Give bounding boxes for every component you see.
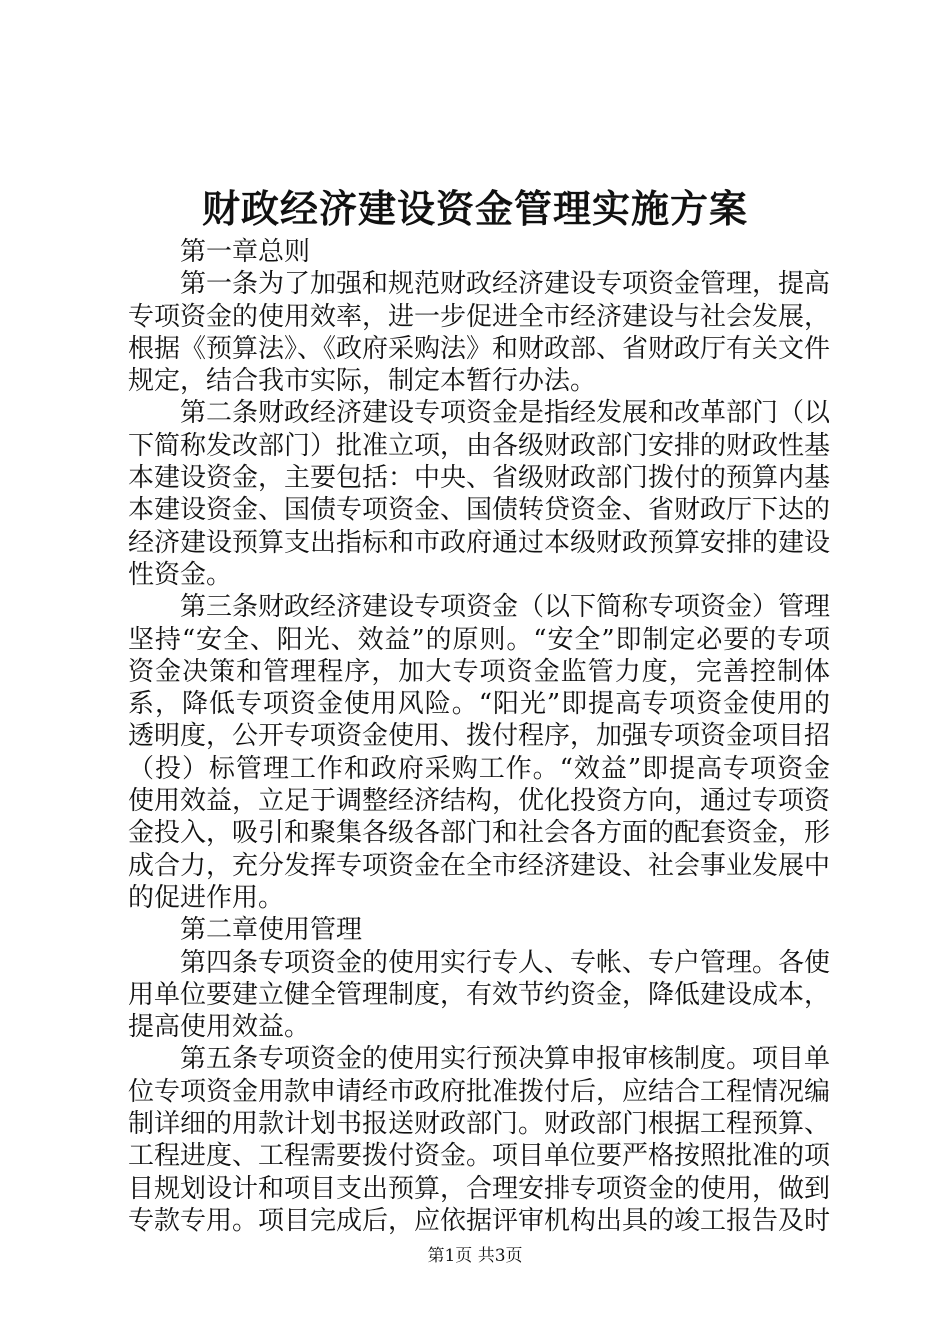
article-2-paragraph: 第二条财政经济建设专项资金是指经发展和改革部门（以下简称发改部门）批准立项，由各级财政部门安排的财政性基本建设资金，主要包括：中央、省级财政部门拨付的预算内基本建设资金、国债专项资金、国债转贷资金、省财政厅下达的经济建设预算支出指标和市政府通过本级财政预算安排的建设性资金。 bbox=[128, 398, 831, 590]
chapter-heading-2: 第二章使用管理 bbox=[180, 915, 363, 946]
document-body bbox=[128, 236, 830, 1237]
page-footer: 第1页 共3页 bbox=[427, 1246, 523, 1266]
document-title: 财政经济建设资金管理实施方案 bbox=[201, 186, 748, 231]
article-1-paragraph: 第一条为了加强和规范财政经济建设专项资金管理，提高专项资金的使用效率，进一步促进全市经济建设与社会发展，根据《预算法》、《政府采购法》和财政部、省财政厅有关文件规定，结合我市实际，制定本暂行办法。 bbox=[128, 269, 831, 397]
article-3-paragraph: 第三条财政经济建设专项资金（以下简称专项资金）管理坚持“安全、阳光、效益”的原则。“安全”即制定必要的专项资金决策和管理程序，加大专项资金监管力度，完善控制体系，降低专项资金使用风险。“阳光”即提高专项资金使用的透明度，公开专项资金使用、拨付程序，加强专项资金项目招（投）标管理工作和政府采购工作。“效益”即提高专项资金使用效益，立足于调整经济结构，优化投资方向，通过专项资金投入，吸引和聚集各级各部门和社会各方面的配套资金，形成合力，充分发挥专项资金在全市经济建设、社会事业发展中的促进作用。 bbox=[128, 592, 831, 913]
article-4-paragraph: 第四条专项资金的使用实行专人、专帐、专户管理。各使用单位要建立健全管理制度，有效节约资金，降低建设成本，提高使用效益。 bbox=[128, 947, 831, 1043]
chapter-heading-1: 第一章总则 bbox=[180, 237, 311, 267]
article-5-paragraph: 第五条专项资金的使用实行预决算申报审核制度。项目单位专项资金用款申请经市政府批准拨付后，应结合工程情况编制详细的用款计划书报送财政部门。财政部门根据工程预算、工程进度、工程需要拨付资金。项目单位要严格按照批准的项目规划设计和项目支出预算，合理安排专项资金的使用，做到专款专用。项目完成后，应依据评审机构出具的竣工报告及时 bbox=[128, 1044, 831, 1236]
